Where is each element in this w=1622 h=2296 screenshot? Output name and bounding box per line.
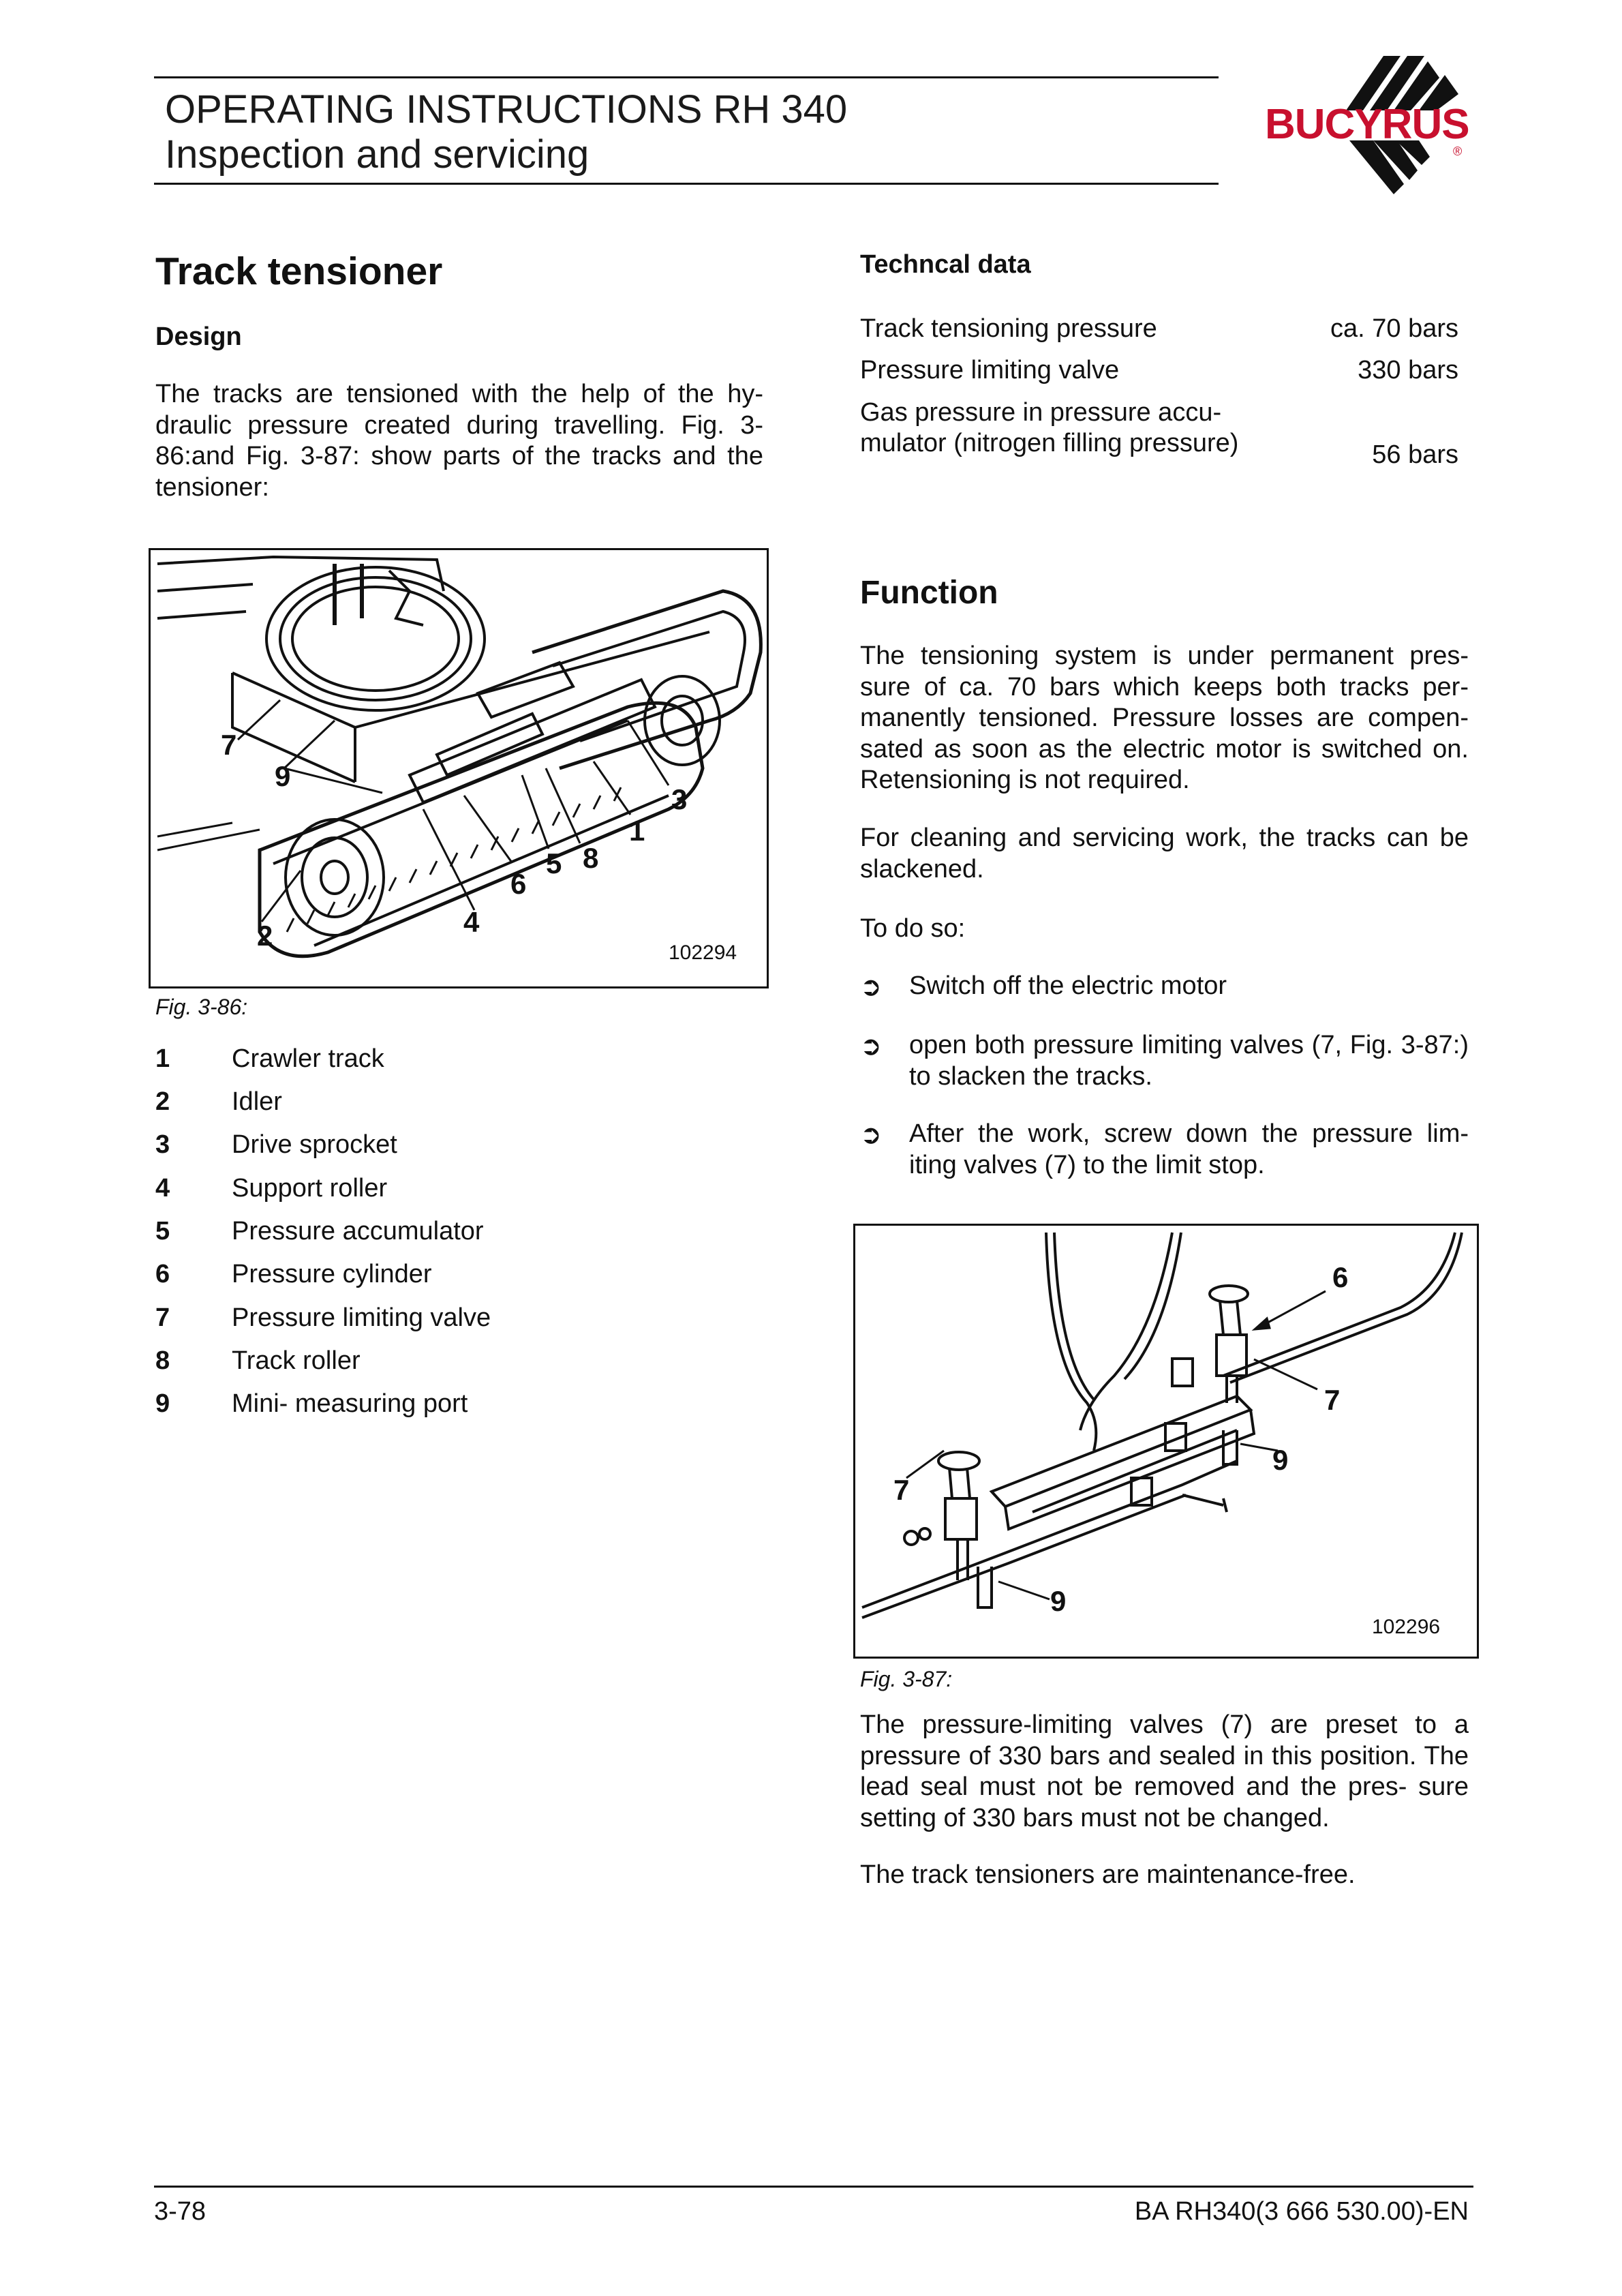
technical-value: ca. 70 bars: [1330, 314, 1458, 343]
legend-number: 6: [155, 1260, 170, 1288]
figure-3-86-caption: Fig. 3-86:: [155, 995, 248, 1019]
legend-label: Idler: [232, 1087, 282, 1116]
maintenance-note: The track tensioners are maintenance-free.: [860, 1860, 1356, 1889]
footer-rule: [154, 2186, 1473, 2188]
step-text: Switch off the electric motor: [909, 971, 1227, 1000]
technical-label: Gas pressure in pressure accu- mulator (nitrogen filling pressure): [860, 398, 1239, 457]
legend-number: 9: [155, 1389, 170, 1418]
technical-row: [860, 397, 1458, 472]
figure-3-86-number: 102294: [669, 941, 737, 964]
legend-number: 5: [155, 1217, 170, 1245]
arrow-bullet-icon: ➲: [860, 1032, 882, 1061]
logo-registered-mark: ®: [1453, 145, 1463, 158]
legend-label: Track roller: [232, 1346, 361, 1375]
header-title: OPERATING INSTRUCTIONS RH 340: [165, 87, 848, 132]
technical-row: [860, 314, 1458, 345]
header-top-rule: [154, 76, 1219, 78]
step-text: open both pressure limiting valves (7, Fig. 3-87:) to slacken the tracks.: [909, 1031, 1469, 1091]
figure-3-87: [853, 1224, 1479, 1659]
bucyrus-logo-mark: [1261, 55, 1520, 213]
technical-label: Track tensioning pressure: [860, 314, 1157, 343]
technical-row: [860, 355, 1458, 387]
callout-9: 9: [1050, 1585, 1067, 1617]
callout-5: 5: [546, 847, 562, 879]
pressure-valve-drawing: [855, 1226, 1477, 1657]
legend-label: Mini- measuring port: [232, 1389, 468, 1418]
technical-value: 330 bars: [1358, 356, 1458, 384]
design-heading: Design: [155, 322, 242, 351]
legend-label: Support roller: [232, 1174, 388, 1203]
legend-label: Pressure limiting valve: [232, 1303, 491, 1332]
design-paragraph: The tracks are tensioned with the help of the hy- draulic pressure created during travelling. Fig. 3-86:and Fig. 3-87: show parts of the tracks and the tensioner:: [155, 380, 763, 502]
header-bottom-rule: [154, 183, 1219, 185]
track-assembly-drawing: [151, 550, 767, 986]
legend-number: 3: [155, 1130, 170, 1159]
callout-6: 6: [510, 868, 527, 900]
callout-8: 8: [583, 842, 599, 874]
callout-7: 7: [1324, 1384, 1341, 1416]
legend-number: 4: [155, 1174, 170, 1203]
step-text: After the work, screw down the pressure lim- iting valves (7) to the limit stop.: [909, 1119, 1469, 1179]
document-reference: BA RH340(3 666 530.00)-EN: [1134, 2197, 1469, 2226]
valve-preset-paragraph: The pressure-limiting valves (7) are preset to a pressure of 330 bars and sealed in this position. The lead seal must not be removed and the pres- sure setting of 330 bars must not be changed.: [860, 1710, 1469, 1832]
callout-1: 1: [629, 815, 645, 847]
callout-2: 2: [257, 920, 273, 952]
logo-wordmark: BUCYRUS: [1265, 101, 1469, 148]
function-heading: Function: [860, 575, 998, 611]
callout-9: 9: [275, 760, 291, 792]
legend-label: Pressure accumulator: [232, 1217, 484, 1245]
function-paragraph-1: The tensioning system is under permanent pres- sure of ca. 70 bars which keeps both tracks per- manently tensioned. Pressure losses are compen- sated as soon as the electric motor is switched on. Retensioning is not required.: [860, 641, 1469, 794]
figure-3-87-number: 102296: [1372, 1616, 1441, 1638]
callout-9: 9: [1272, 1444, 1289, 1476]
figure-3-87-caption: Fig. 3-87:: [860, 1667, 953, 1691]
legend-label: Crawler track: [232, 1044, 384, 1073]
legend-number: 1: [155, 1044, 170, 1073]
legend-number: 8: [155, 1346, 170, 1375]
section-title: Track tensioner: [155, 250, 443, 293]
technical-data-heading: Techncal data: [860, 250, 1031, 279]
technical-value: 56 bars: [1372, 440, 1458, 469]
callout-3: 3: [671, 783, 688, 815]
figure-3-86: [149, 548, 769, 988]
function-paragraph-2: For cleaning and servicing work, the tracks can be slackened.: [860, 824, 1469, 883]
callout-4: 4: [463, 906, 480, 938]
bucyrus-logo: [1261, 55, 1520, 213]
legend-number: 2: [155, 1087, 170, 1116]
arrow-bullet-icon: ➲: [860, 973, 882, 1001]
legend-number: 7: [155, 1303, 170, 1332]
page-number: 3-78: [154, 2197, 206, 2226]
callout-7: 7: [221, 729, 237, 761]
arrow-bullet-icon: ➲: [860, 1121, 882, 1149]
legend-label: Pressure cylinder: [232, 1260, 432, 1288]
technical-label: Pressure limiting valve: [860, 356, 1120, 384]
legend-label: Drive sprocket: [232, 1130, 397, 1159]
function-paragraph-3: To do so:: [860, 914, 966, 943]
callout-7: 7: [893, 1474, 910, 1506]
header-subtitle: Inspection and servicing: [165, 132, 590, 177]
callout-6: 6: [1332, 1261, 1349, 1293]
